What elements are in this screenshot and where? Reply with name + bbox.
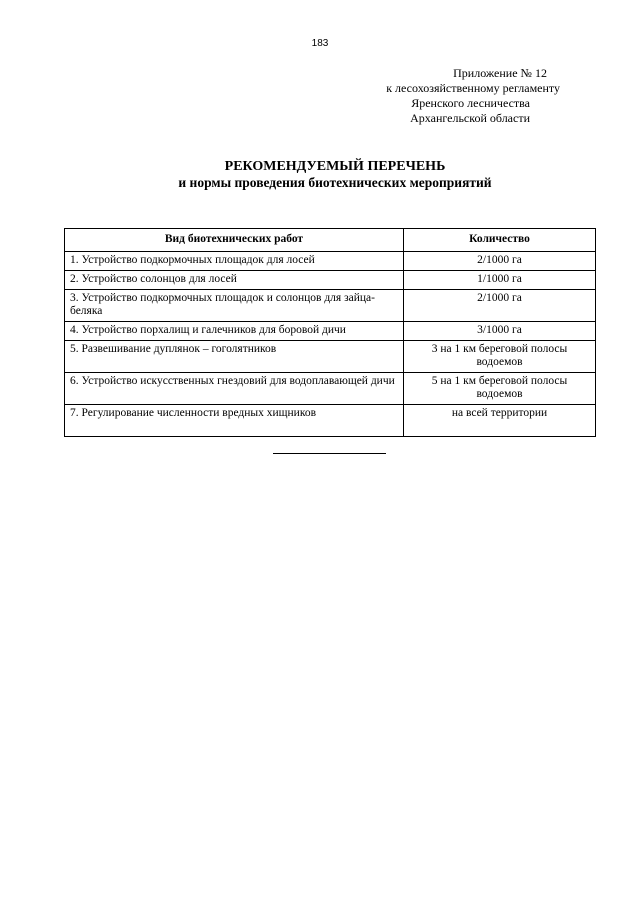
page-number: 183 bbox=[311, 38, 329, 49]
table-row bbox=[65, 341, 596, 373]
header-work-type: Вид биотехнических работ bbox=[65, 229, 404, 252]
quantity-cell: 1/1000 га bbox=[404, 271, 596, 290]
table-row bbox=[65, 322, 596, 341]
quantity-cell: на всей территории bbox=[404, 405, 596, 437]
quantity-cell: 5 на 1 км береговой полосы водоемов bbox=[404, 373, 596, 405]
work-cell: 4. Устройство порхалищ и галечников для боровой дичи bbox=[65, 322, 404, 341]
work-cell: 3. Устройство подкормочных площадок и солонцов для зайца-беляка bbox=[65, 290, 404, 322]
end-divider-line bbox=[273, 453, 386, 454]
quantity-cell: 2/1000 га bbox=[404, 290, 596, 322]
quantity-cell: 3/1000 га bbox=[404, 322, 596, 341]
title-subtitle: и нормы проведения биотехнических мероприятий bbox=[178, 175, 492, 190]
quantity-cell: 3 на 1 км береговой полосы водоемов bbox=[404, 341, 596, 373]
appendix-forestry: Яренского лесничества bbox=[411, 96, 530, 110]
work-cell: 1. Устройство подкормочных площадок для лосей bbox=[65, 252, 404, 271]
quantity-cell: 2/1000 га bbox=[404, 252, 596, 271]
table-row bbox=[65, 373, 596, 405]
table-row bbox=[65, 290, 596, 322]
appendix-region: Архангельской области bbox=[410, 111, 530, 125]
header-quantity: Количество bbox=[404, 229, 596, 252]
work-cell: 6. Устройство искусственных гнездовий для водоплавающей дичи bbox=[65, 373, 404, 405]
appendix-reference bbox=[386, 66, 560, 126]
work-cell: 5. Развешивание дуплянок – гоголятников bbox=[65, 341, 404, 373]
appendix-number: Приложение № 12 bbox=[453, 66, 547, 80]
table-row bbox=[65, 405, 596, 437]
biotechnical-works-table bbox=[64, 228, 596, 437]
title-main: РЕКОМЕНДУЕМЫЙ ПЕРЕЧЕНЬ bbox=[224, 159, 446, 174]
table-row bbox=[65, 271, 596, 290]
document-title bbox=[0, 158, 640, 191]
work-cell: 7. Регулирование численности вредных хищников bbox=[65, 405, 404, 437]
table-header-row bbox=[65, 229, 596, 252]
table-row bbox=[65, 252, 596, 271]
work-cell: 2. Устройство солонцов для лосей bbox=[65, 271, 404, 290]
appendix-regulation: к лесохозяйственному регламенту bbox=[386, 81, 560, 95]
